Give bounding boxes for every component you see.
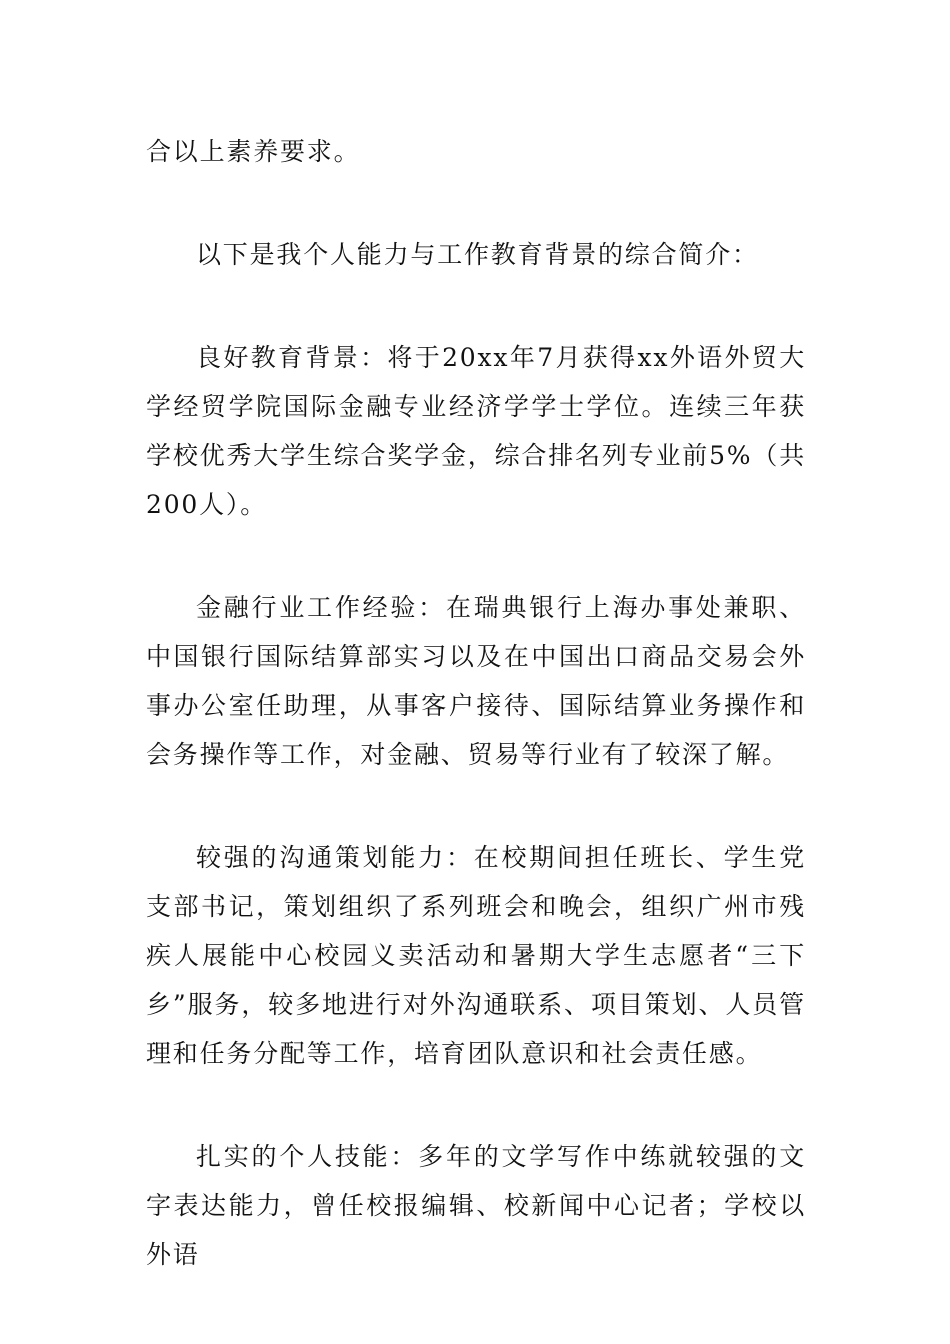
paragraph-skills: 扎实的个人技能：多年的文学写作中练就较强的文字表达能力，曾任校报编辑、校新闻中心记者；学校以外语 — [146, 1142, 806, 1269]
document-body — [146, 127, 806, 1333]
paragraph-intro: 以下是我个人能力与工作教育背景的综合简介： — [196, 240, 759, 269]
paragraph-continuation: 合以上素养要求。 — [146, 137, 361, 166]
paragraph-communication: 较强的沟通策划能力：在校期间担任班长、学生党支部书记，策划组织了系列班会和晚会，组织广州市残疾人展能中心校园义卖活动和暑期大学生志愿者“三下乡”服务，较多地进行对外沟通联系、项目策划、人员管理和任务分配等工作，培育团队意识和社会责任感。 — [146, 843, 806, 1068]
paragraph-finance-experience: 金融行业工作经验：在瑞典银行上海办事处兼职、中国银行国际结算部实习以及在中国出口商品交易会外事办公室任助理，从事客户接待、国际结算业务操作和会务操作等工作，对金融、贸易等行业有了较深了解。 — [146, 593, 806, 769]
paragraph-education: 良好教育背景：将于20xx年7月获得xx外语外贸大学经贸学院国际金融专业经济学学士学位。连续三年获学校优秀大学生综合奖学金，综合排名列专业前5%（共200人）。 — [146, 343, 806, 519]
